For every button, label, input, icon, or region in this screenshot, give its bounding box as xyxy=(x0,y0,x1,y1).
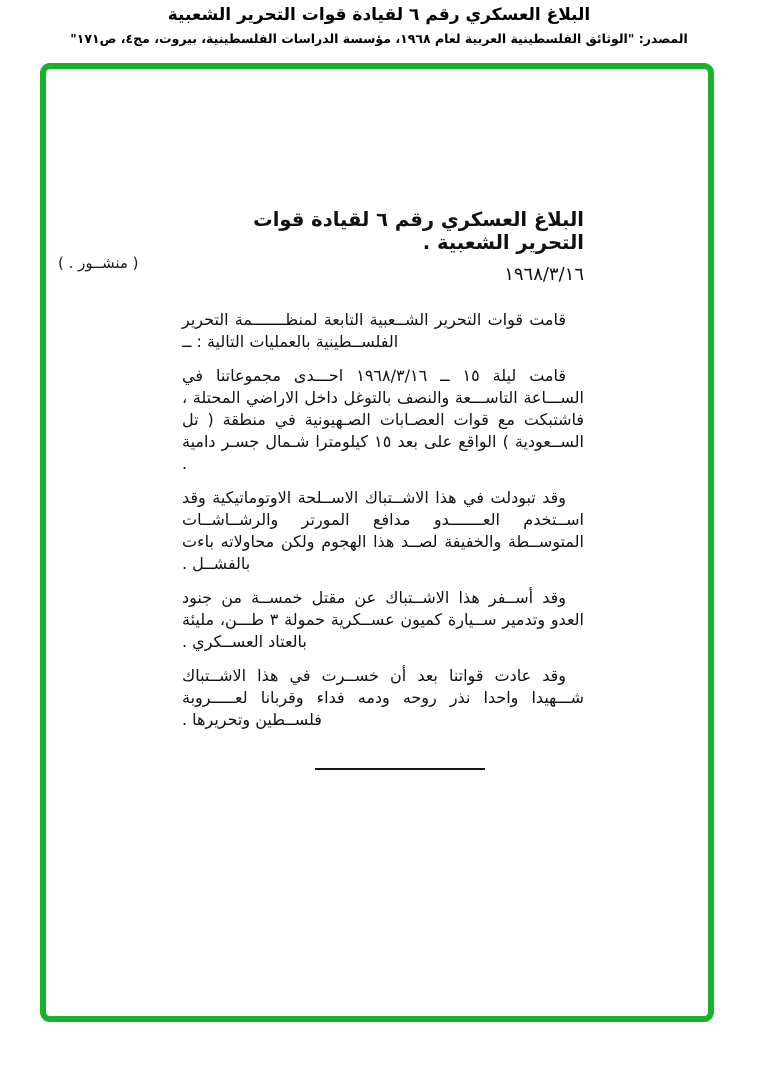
header-source-citation: المصدر: "الوثائق الفلسطينية العربية لعام ١٩٦٨، مؤسسة الدراسات الفلسطينية، بيروت، مج٤، ص١٧١" xyxy=(70,31,688,46)
paragraph-operation: قامت ليلة ١٥ ــ ١٩٦٨/٣/١٦ احـــدى مجموعاتنا في الســـاعة التاســـعة والنصف بالتوغل داخل الاراضي المحتلة ، فاشتبكت مع قوات العصـابات الصـهيونية في منطقة ( تل الســعودية ) الواقع على بعد ١٥ كيلومترا شـمال جسـر دامية . xyxy=(182,366,584,473)
paragraph-weapons: وقد تبودلت في هذا الاشــتباك الاســلحة الاوتوماتيكية وقد اســتخدم العـــــــدو مدافع المورتر والرشــاشــات المتوســطة والخفيفة لصــد هذا الهجوم ولكن محاولاته باءت بالفشــل . xyxy=(182,488,584,573)
header-title: البلاغ العسكري رقم ٦ لقيادة قوات التحرير الشعبية xyxy=(167,5,591,25)
paragraph-intro: قامت قوات التحرير الشــعبية التابعة لمنظـــــــمة التحرير الفلســطينية بالعمليات التالية : ــ xyxy=(182,310,566,351)
document-body xyxy=(182,208,584,743)
published-note: ( منشــور . ) xyxy=(58,254,139,272)
paragraph-return: وقد عادت قواتنا بعد أن خســرت في هذا الاشــتباك شـــهيدا واحدا نذر روحه ودمه فداء وقربانا لعـــــروبة فلســطين وتحريرها . xyxy=(182,666,584,729)
end-divider-line xyxy=(315,768,485,770)
paragraph-casualties: وقد أســفر هذا الاشــتباك عن مقتل خمســة من جنود العدو وتدمير ســيارة كميون عســكرية حمولة ٣ طـــن، مليئة بالعتاد العســكري . xyxy=(182,588,584,651)
document-title: البلاغ العسكري رقم ٦ لقيادة قوات التحرير الشعبية . xyxy=(253,208,584,254)
document-date: ١٩٦٨/٣/١٦ xyxy=(504,264,584,285)
